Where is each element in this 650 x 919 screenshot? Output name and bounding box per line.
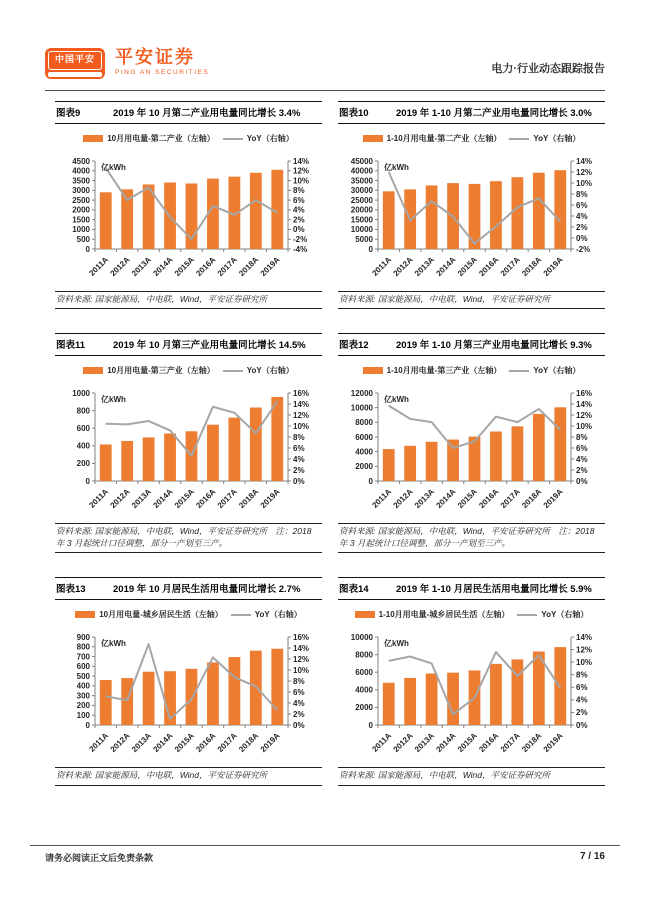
chart-legend xyxy=(55,365,322,376)
svg-text:2016A: 2016A xyxy=(194,255,218,279)
svg-text:2015A: 2015A xyxy=(455,487,479,511)
legend-bar-swatch-icon xyxy=(83,135,103,142)
page-number: 7 / 16 xyxy=(579,851,605,862)
figure-label: 图表10 xyxy=(339,108,369,119)
svg-text:2500: 2500 xyxy=(72,195,90,205)
source-note: 资料来源: 国家能源局，中电联，Wind，平安证券研究所 注：2018 年 3 月起统计口径调整，部分一产划至三产。 xyxy=(338,523,605,553)
svg-text:10%: 10% xyxy=(293,422,310,432)
svg-text:2015A: 2015A xyxy=(455,731,479,755)
svg-text:0: 0 xyxy=(85,477,90,487)
legend-bar-label: 1-10月用电量-城乡居民生活（左轴） xyxy=(378,610,510,620)
svg-text:2019A: 2019A xyxy=(541,487,565,511)
svg-text:14%: 14% xyxy=(293,400,310,410)
figure-chart14 xyxy=(338,577,605,785)
svg-text:2013A: 2013A xyxy=(412,255,437,279)
source-note: 资料来源: 国家能源局，中电联，Wind，平安证券研究所 xyxy=(338,767,605,785)
figure-chart11 xyxy=(55,333,322,553)
svg-text:2%: 2% xyxy=(576,708,588,718)
svg-text:2011A: 2011A xyxy=(87,731,111,755)
svg-text:12%: 12% xyxy=(293,655,310,665)
svg-text:12%: 12% xyxy=(576,411,593,421)
figure-title xyxy=(55,101,322,124)
svg-text:8000: 8000 xyxy=(355,418,373,428)
svg-text:6%: 6% xyxy=(293,444,305,454)
logo-subtitle: PING AN SECURITIES xyxy=(115,69,210,76)
svg-text:2000: 2000 xyxy=(355,703,373,713)
svg-text:0%: 0% xyxy=(576,721,588,731)
svg-text:2013A: 2013A xyxy=(412,487,437,511)
svg-text:2015A: 2015A xyxy=(172,487,196,511)
svg-text:5000: 5000 xyxy=(355,235,373,245)
figure-chart12 xyxy=(338,333,605,553)
chart-canvas xyxy=(338,145,605,287)
figure-title xyxy=(338,577,605,600)
svg-text:0%: 0% xyxy=(293,225,305,235)
svg-text:600: 600 xyxy=(76,662,90,672)
svg-text:14%: 14% xyxy=(576,633,593,643)
svg-text:8000: 8000 xyxy=(355,650,373,660)
svg-text:4%: 4% xyxy=(576,696,588,706)
svg-text:2012A: 2012A xyxy=(391,731,415,755)
svg-text:1000: 1000 xyxy=(72,225,90,235)
source-note: 资料来源: 国家能源局，中电联，Wind，平安证券研究所 注：2018 年 3 月起统计口径调整，部分一产划至三产。 xyxy=(55,523,322,553)
figure-chart9 xyxy=(55,101,322,309)
pingan-logo xyxy=(45,48,209,79)
logo-title: 平安证券 xyxy=(115,47,195,67)
svg-text:亿kWh: 亿kWh xyxy=(384,395,409,405)
legend-bar-label: 10月用电量-第三产业（左轴） xyxy=(107,366,215,376)
svg-text:2014A: 2014A xyxy=(151,731,175,755)
chart-legend xyxy=(338,133,605,144)
svg-text:2018A: 2018A xyxy=(237,255,261,279)
svg-text:-2%: -2% xyxy=(293,235,308,245)
svg-text:12%: 12% xyxy=(576,167,593,177)
figure-title-text: 2019 年 10 月第三产业用电量同比增长 14.5% xyxy=(113,340,306,352)
svg-text:10%: 10% xyxy=(293,666,310,676)
svg-text:800: 800 xyxy=(76,406,90,416)
svg-text:2014A: 2014A xyxy=(151,487,175,511)
legend-bar-swatch-icon xyxy=(83,367,103,374)
svg-text:16%: 16% xyxy=(576,389,593,399)
svg-text:800: 800 xyxy=(76,642,90,652)
svg-text:14%: 14% xyxy=(576,400,593,410)
svg-text:2013A: 2013A xyxy=(412,731,437,755)
chart-canvas xyxy=(338,621,605,763)
svg-text:2011A: 2011A xyxy=(87,255,111,278)
svg-text:0%: 0% xyxy=(293,477,305,487)
svg-text:20000: 20000 xyxy=(350,205,373,215)
legend-line-swatch-icon xyxy=(509,370,529,372)
svg-text:14%: 14% xyxy=(293,644,310,654)
svg-text:6%: 6% xyxy=(293,688,305,698)
chart-legend xyxy=(55,133,322,144)
svg-text:2013A: 2013A xyxy=(129,731,154,755)
svg-text:10000: 10000 xyxy=(350,403,373,413)
svg-text:0%: 0% xyxy=(576,233,588,243)
svg-text:900: 900 xyxy=(76,633,90,643)
svg-text:2014A: 2014A xyxy=(434,487,458,511)
svg-text:2014A: 2014A xyxy=(151,255,175,279)
svg-text:2019A: 2019A xyxy=(258,731,282,755)
svg-text:-2%: -2% xyxy=(576,244,591,254)
svg-text:6%: 6% xyxy=(576,444,588,454)
svg-text:2017A: 2017A xyxy=(215,255,239,279)
svg-text:16%: 16% xyxy=(293,633,310,643)
svg-text:15000: 15000 xyxy=(350,215,373,225)
svg-text:6%: 6% xyxy=(576,200,588,210)
svg-text:4000: 4000 xyxy=(72,166,90,176)
svg-text:2%: 2% xyxy=(293,215,305,225)
figure-grid xyxy=(55,101,605,786)
svg-text:16%: 16% xyxy=(293,389,310,399)
svg-text:2018A: 2018A xyxy=(520,731,544,755)
svg-text:2012A: 2012A xyxy=(108,731,132,755)
svg-text:1000: 1000 xyxy=(72,389,90,399)
svg-text:6000: 6000 xyxy=(355,433,373,443)
figure-chart13 xyxy=(55,577,322,785)
legend-line-label: YoY（右轴） xyxy=(246,134,294,143)
svg-text:0: 0 xyxy=(368,721,373,731)
legend-line-label: YoY（右轴） xyxy=(254,610,302,620)
legend-line-label: YoY（右轴） xyxy=(533,134,581,143)
source-note: 资料来源: 国家能源局，中电联，Wind，平安证券研究所 xyxy=(55,767,322,785)
svg-text:2017A: 2017A xyxy=(498,255,522,279)
legend-bar-label: 10月用电量-第二产业（左轴） xyxy=(107,134,215,143)
chart-legend xyxy=(338,609,605,620)
figure-title-text: 2019 年 1-10 月第二产业用电量同比增长 3.0% xyxy=(396,108,592,119)
svg-text:4%: 4% xyxy=(293,699,305,709)
svg-text:8%: 8% xyxy=(293,186,305,196)
svg-text:2016A: 2016A xyxy=(477,487,501,511)
svg-text:2018A: 2018A xyxy=(520,255,544,279)
svg-text:2012A: 2012A xyxy=(108,487,132,511)
svg-text:0%: 0% xyxy=(576,477,588,487)
svg-text:亿kWh: 亿kWh xyxy=(384,163,409,172)
svg-text:10000: 10000 xyxy=(350,225,373,235)
svg-text:8%: 8% xyxy=(293,433,305,443)
legend-bar-swatch-icon xyxy=(355,611,375,618)
svg-text:10%: 10% xyxy=(576,422,593,432)
svg-text:2018A: 2018A xyxy=(237,487,261,511)
legend-bar-label: 10月用电量-城乡居民生活（左轴） xyxy=(99,610,223,620)
logo-text-block xyxy=(115,48,209,76)
page-header xyxy=(45,48,605,86)
svg-text:12%: 12% xyxy=(293,166,310,176)
figure-label: 图表12 xyxy=(339,340,369,352)
svg-text:0: 0 xyxy=(368,244,373,254)
figure-chart10 xyxy=(338,101,605,309)
legend-line-swatch-icon xyxy=(223,138,243,140)
svg-text:12%: 12% xyxy=(293,411,310,421)
svg-text:8%: 8% xyxy=(576,433,588,443)
svg-text:2019A: 2019A xyxy=(258,487,282,511)
svg-text:2019A: 2019A xyxy=(541,731,565,755)
svg-text:0: 0 xyxy=(368,477,373,487)
figure-title xyxy=(338,101,605,124)
legend-line-label: YoY（右轴） xyxy=(533,366,581,376)
svg-text:2012A: 2012A xyxy=(391,487,415,511)
chart-canvas xyxy=(55,621,322,763)
chart-legend xyxy=(55,609,322,620)
svg-text:2016A: 2016A xyxy=(194,487,218,511)
svg-text:400: 400 xyxy=(76,682,90,692)
figure-label: 图表13 xyxy=(56,584,86,596)
svg-text:4%: 4% xyxy=(576,455,588,465)
source-note: 资料来源: 国家能源局，中电联，Wind，平安证券研究所 xyxy=(55,291,322,309)
svg-text:3500: 3500 xyxy=(72,176,90,186)
svg-text:2000: 2000 xyxy=(355,462,373,472)
svg-text:2%: 2% xyxy=(293,710,305,720)
chart-canvas xyxy=(338,377,605,519)
svg-text:2011A: 2011A xyxy=(87,487,111,511)
svg-text:2017A: 2017A xyxy=(498,487,522,511)
svg-text:-4%: -4% xyxy=(293,244,308,254)
svg-text:2018A: 2018A xyxy=(237,731,261,755)
svg-text:8%: 8% xyxy=(576,670,588,680)
svg-text:0: 0 xyxy=(85,244,90,254)
svg-text:2014A: 2014A xyxy=(434,731,458,755)
footer-divider xyxy=(30,845,620,846)
figure-label: 图表14 xyxy=(339,584,369,596)
legend-bar-swatch-icon xyxy=(363,367,383,374)
svg-text:100: 100 xyxy=(76,711,90,721)
svg-text:10%: 10% xyxy=(576,178,593,188)
svg-text:6000: 6000 xyxy=(355,668,373,678)
svg-text:2013A: 2013A xyxy=(129,487,154,511)
svg-text:亿kWh: 亿kWh xyxy=(384,639,409,649)
svg-text:2%: 2% xyxy=(576,222,588,232)
figure-title xyxy=(338,333,605,356)
svg-text:4%: 4% xyxy=(293,205,305,215)
svg-text:35000: 35000 xyxy=(350,176,373,186)
svg-text:2000: 2000 xyxy=(72,205,90,215)
svg-text:2015A: 2015A xyxy=(172,255,196,279)
svg-text:200: 200 xyxy=(76,459,90,469)
svg-text:6%: 6% xyxy=(576,683,588,693)
svg-text:600: 600 xyxy=(76,424,90,434)
figure-title-text: 2019 年 10 月第二产业用电量同比增长 3.4% xyxy=(113,108,301,119)
svg-text:12%: 12% xyxy=(576,645,593,655)
svg-text:2017A: 2017A xyxy=(215,487,239,511)
figure-title-text: 2019 年 1-10 月居民生活用电量同比增长 5.9% xyxy=(396,584,592,596)
legend-line-swatch-icon xyxy=(517,614,537,616)
svg-text:500: 500 xyxy=(76,672,90,682)
legend-bar-label: 1-10月用电量-第二产业（左轴） xyxy=(386,134,502,143)
svg-text:2019A: 2019A xyxy=(541,255,565,279)
figure-title xyxy=(55,577,322,600)
badge-text: 中国平安 xyxy=(48,51,102,70)
figure-label: 图表9 xyxy=(56,108,81,119)
svg-text:2017A: 2017A xyxy=(215,731,239,755)
badge-strip xyxy=(48,72,102,77)
svg-text:4%: 4% xyxy=(293,455,305,465)
svg-text:亿kWh: 亿kWh xyxy=(101,395,126,405)
svg-text:700: 700 xyxy=(76,652,90,662)
pingan-badge-icon xyxy=(45,48,105,79)
svg-text:14%: 14% xyxy=(293,156,310,166)
report-type-label: 电力·行业动态跟踪报告 xyxy=(491,63,605,75)
svg-text:0: 0 xyxy=(85,721,90,731)
svg-text:2015A: 2015A xyxy=(455,255,479,279)
svg-text:0%: 0% xyxy=(293,721,305,731)
chart-legend xyxy=(338,365,605,376)
svg-text:10%: 10% xyxy=(576,658,593,668)
svg-text:2016A: 2016A xyxy=(477,255,501,279)
svg-text:12000: 12000 xyxy=(350,389,373,399)
svg-text:2011A: 2011A xyxy=(370,731,394,755)
figure-title xyxy=(55,333,322,356)
svg-text:4500: 4500 xyxy=(72,156,90,166)
svg-text:2016A: 2016A xyxy=(477,731,501,755)
svg-text:2011A: 2011A xyxy=(370,255,394,278)
svg-text:2013A: 2013A xyxy=(129,255,154,279)
svg-text:2017A: 2017A xyxy=(498,731,522,755)
svg-text:10%: 10% xyxy=(293,176,310,186)
svg-text:1500: 1500 xyxy=(72,215,90,225)
footer-disclaimer: 请务必阅读正文后免责条款 xyxy=(45,853,154,863)
svg-text:400: 400 xyxy=(76,442,90,452)
figure-title-text: 2019 年 1-10 月第三产业用电量同比增长 9.3% xyxy=(396,340,592,352)
svg-text:500: 500 xyxy=(76,235,90,245)
source-note: 资料来源: 国家能源局，中电联，Wind，平安证券研究所 xyxy=(338,291,605,309)
svg-text:2016A: 2016A xyxy=(194,731,218,755)
svg-text:3000: 3000 xyxy=(72,186,90,196)
legend-line-label: YoY（右轴） xyxy=(541,610,589,620)
svg-text:8%: 8% xyxy=(293,677,305,687)
svg-text:亿kWh: 亿kWh xyxy=(101,639,126,649)
svg-text:300: 300 xyxy=(76,691,90,701)
svg-text:45000: 45000 xyxy=(350,156,373,166)
svg-text:6%: 6% xyxy=(293,195,305,205)
svg-text:2015A: 2015A xyxy=(172,731,196,755)
legend-bar-swatch-icon xyxy=(75,611,95,618)
svg-text:亿kWh: 亿kWh xyxy=(101,163,126,172)
svg-text:2%: 2% xyxy=(293,466,305,476)
figure-label: 图表11 xyxy=(56,340,86,352)
legend-line-swatch-icon xyxy=(231,614,251,616)
chart-canvas xyxy=(55,377,322,519)
figure-title-text: 2019 年 10 月居民生活用电量同比增长 2.7% xyxy=(113,584,301,596)
svg-text:2%: 2% xyxy=(576,466,588,476)
svg-text:8%: 8% xyxy=(576,189,588,199)
legend-bar-swatch-icon xyxy=(363,135,383,142)
svg-text:2012A: 2012A xyxy=(108,255,132,279)
svg-text:2018A: 2018A xyxy=(520,487,544,511)
header-divider xyxy=(45,90,605,91)
legend-line-swatch-icon xyxy=(509,138,529,140)
svg-text:40000: 40000 xyxy=(350,166,373,176)
svg-text:10000: 10000 xyxy=(350,633,373,643)
legend-line-swatch-icon xyxy=(223,370,243,372)
svg-text:4%: 4% xyxy=(576,211,588,221)
legend-bar-label: 1-10月用电量-第三产业（左轴） xyxy=(386,366,502,376)
svg-text:2011A: 2011A xyxy=(370,487,394,511)
svg-text:200: 200 xyxy=(76,701,90,711)
svg-text:4000: 4000 xyxy=(355,686,373,696)
svg-text:30000: 30000 xyxy=(350,186,373,196)
svg-text:2019A: 2019A xyxy=(258,255,282,279)
svg-text:2014A: 2014A xyxy=(434,255,458,279)
svg-text:2012A: 2012A xyxy=(391,255,415,279)
svg-text:25000: 25000 xyxy=(350,195,373,205)
chart-canvas xyxy=(55,145,322,287)
svg-text:14%: 14% xyxy=(576,156,593,166)
legend-line-label: YoY（右轴） xyxy=(246,366,294,376)
svg-text:4000: 4000 xyxy=(355,447,373,457)
